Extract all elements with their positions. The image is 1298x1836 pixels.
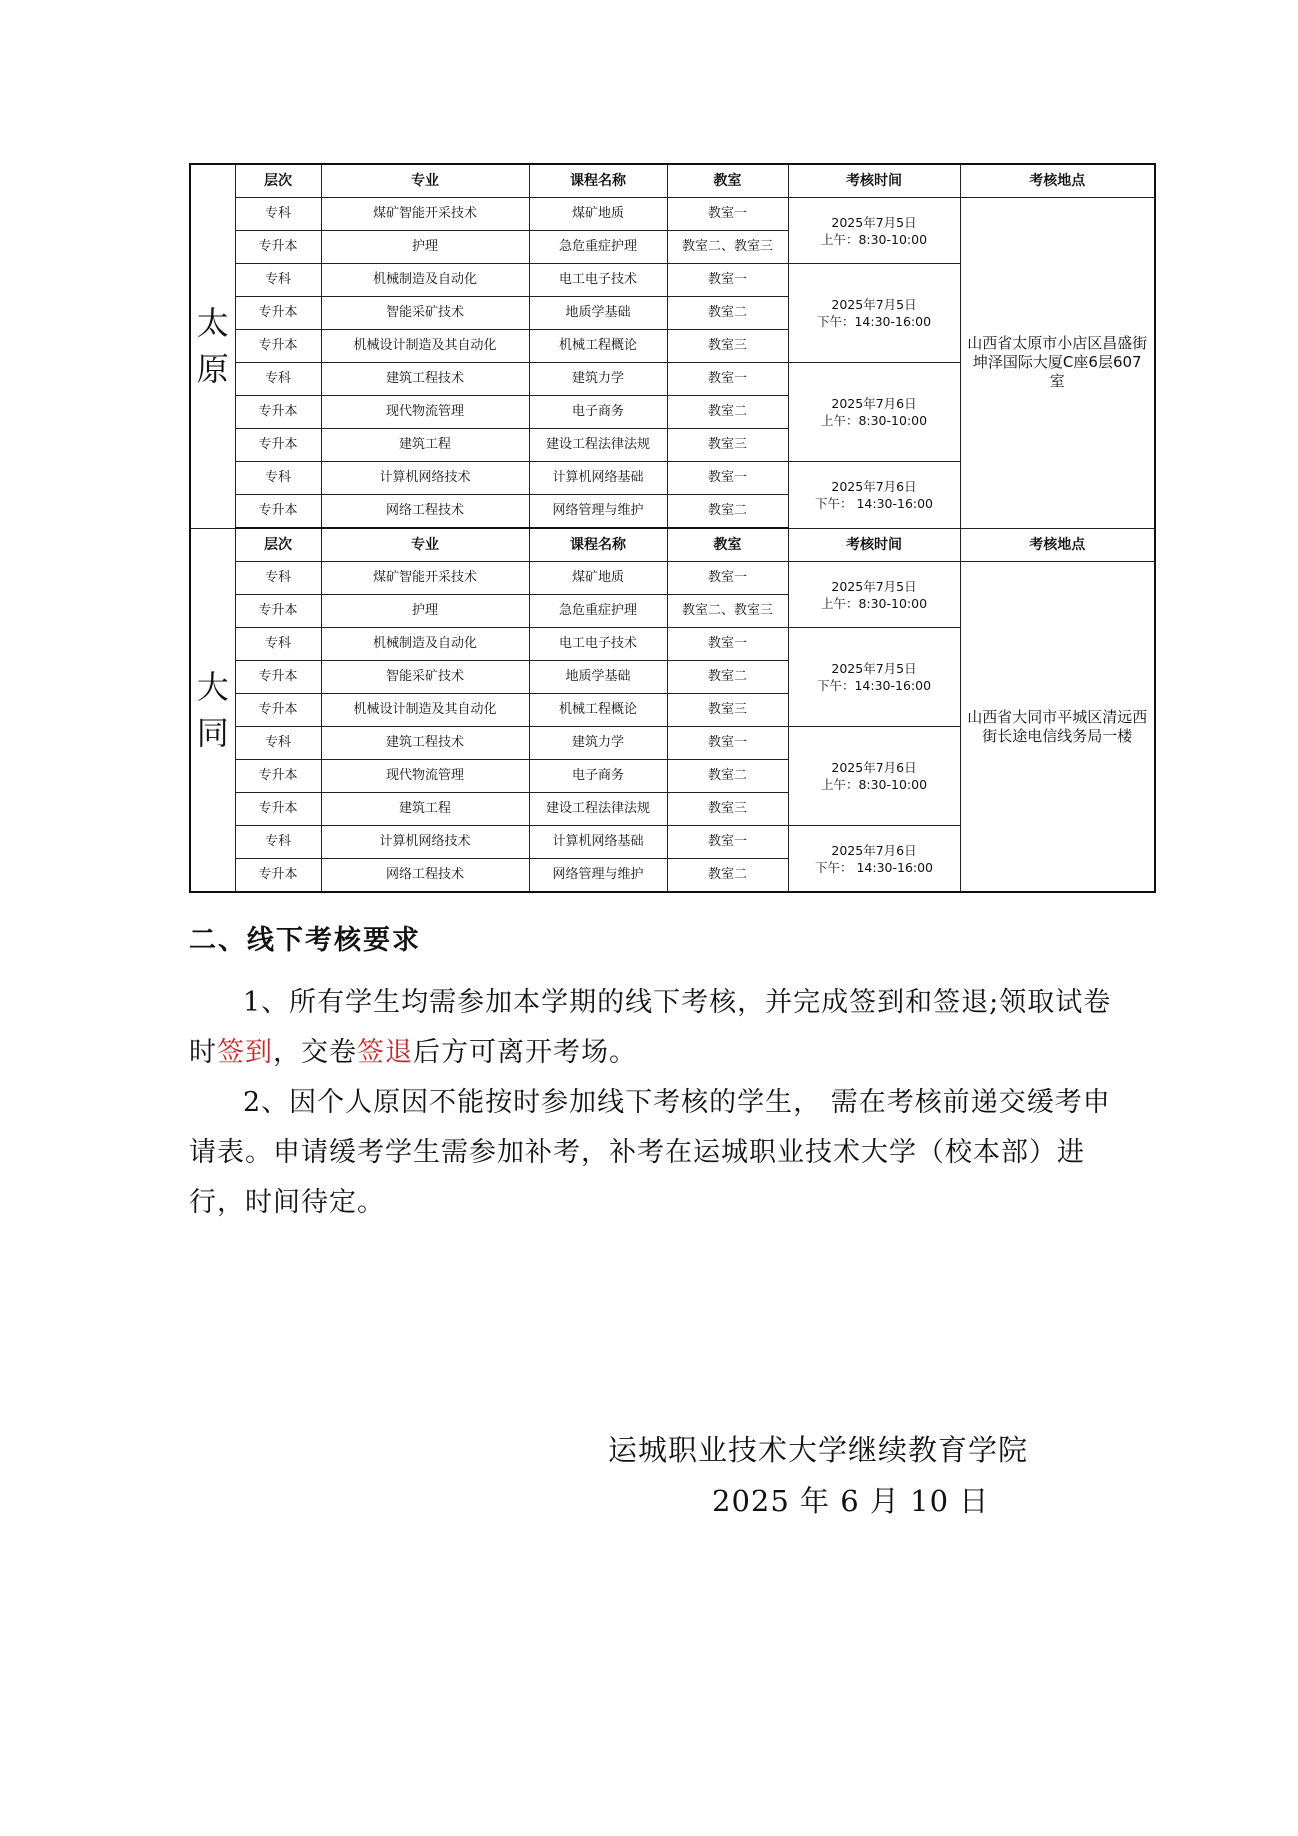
header-location: 考核地点 bbox=[960, 528, 1155, 562]
requirement-paragraph-1: 1、所有学生均需参加本学期的线下考核，并完成签到和签退;领取试卷时签到，交卷签退后方可离开考场。 bbox=[189, 987, 1112, 1068]
header-major: 专业 bbox=[321, 164, 529, 198]
header-major: 专业 bbox=[321, 528, 529, 562]
header-level: 层次 bbox=[235, 164, 321, 198]
room-cell: 教室一 bbox=[667, 826, 788, 859]
level-cell: 专升本 bbox=[235, 661, 321, 694]
signature-date: 2025 年 6 月 10 日 bbox=[712, 1484, 990, 1518]
course-cell: 煤矿地质 bbox=[529, 562, 667, 595]
room-cell: 教室三 bbox=[667, 694, 788, 727]
level-cell: 专升本 bbox=[235, 859, 321, 893]
level-cell: 专升本 bbox=[235, 429, 321, 462]
major-cell: 护理 bbox=[321, 595, 529, 628]
table-row bbox=[190, 198, 1155, 231]
major-cell: 计算机网络技术 bbox=[321, 826, 529, 859]
time-cell: 2025年7月5日 上午：8:30-10:00 bbox=[788, 198, 960, 264]
course-cell: 煤矿地质 bbox=[529, 198, 667, 231]
level-cell: 专科 bbox=[235, 826, 321, 859]
course-cell: 地质学基础 bbox=[529, 661, 667, 694]
course-cell: 电子商务 bbox=[529, 396, 667, 429]
time-cell: 2025年7月6日 下午： 14:30-16:00 bbox=[788, 462, 960, 529]
room-cell: 教室三 bbox=[667, 330, 788, 363]
course-cell: 电工电子技术 bbox=[529, 264, 667, 297]
level-cell: 专升本 bbox=[235, 330, 321, 363]
course-cell: 建设工程法律法规 bbox=[529, 793, 667, 826]
level-cell: 专科 bbox=[235, 727, 321, 760]
room-cell: 教室二 bbox=[667, 495, 788, 529]
header-course: 课程名称 bbox=[529, 164, 667, 198]
room-cell: 教室二、教室三 bbox=[667, 595, 788, 628]
course-cell: 电子商务 bbox=[529, 760, 667, 793]
highlight-sign-in: 签到 bbox=[217, 1037, 273, 1068]
level-cell: 专升本 bbox=[235, 297, 321, 330]
level-cell: 专科 bbox=[235, 462, 321, 495]
room-cell: 教室二 bbox=[667, 859, 788, 893]
header-room: 教室 bbox=[667, 528, 788, 562]
level-cell: 专升本 bbox=[235, 793, 321, 826]
room-cell: 教室二 bbox=[667, 760, 788, 793]
room-cell: 教室一 bbox=[667, 562, 788, 595]
course-cell: 计算机网络基础 bbox=[529, 826, 667, 859]
major-cell: 护理 bbox=[321, 231, 529, 264]
major-cell: 煤矿智能开采技术 bbox=[321, 562, 529, 595]
room-cell: 教室二 bbox=[667, 661, 788, 694]
level-cell: 专升本 bbox=[235, 694, 321, 727]
course-cell: 计算机网络基础 bbox=[529, 462, 667, 495]
course-cell: 网络管理与维护 bbox=[529, 859, 667, 893]
requirement-paragraph-2: 2、因个人原因不能按时参加线下考核的学生， 需在考核前递交缓考申请表。申请缓考学生需参加补考，补考在运城职业技术大学（校本部）进行，时间待定。 bbox=[189, 1087, 1111, 1218]
course-cell: 急危重症护理 bbox=[529, 595, 667, 628]
major-cell: 网络工程技术 bbox=[321, 495, 529, 529]
major-cell: 智能采矿技术 bbox=[321, 661, 529, 694]
address-cell: 山西省大同市平城区清远西街长途电信线务局一楼 bbox=[960, 562, 1155, 893]
major-cell: 智能采矿技术 bbox=[321, 297, 529, 330]
time-cell: 2025年7月6日 上午：8:30-10:00 bbox=[788, 363, 960, 462]
room-cell: 教室一 bbox=[667, 628, 788, 661]
major-cell: 机械设计制造及其自动化 bbox=[321, 330, 529, 363]
table-row bbox=[190, 562, 1155, 595]
datong-header-row bbox=[190, 528, 1155, 562]
course-cell: 机械工程概论 bbox=[529, 330, 667, 363]
level-cell: 专科 bbox=[235, 363, 321, 396]
room-cell: 教室一 bbox=[667, 727, 788, 760]
header-room: 教室 bbox=[667, 164, 788, 198]
signature-organization: 运城职业技术大学继续教育学院 bbox=[608, 1433, 1029, 1467]
course-cell: 建设工程法律法规 bbox=[529, 429, 667, 462]
time-cell: 2025年7月6日 下午： 14:30-16:00 bbox=[788, 826, 960, 893]
major-cell: 网络工程技术 bbox=[321, 859, 529, 893]
major-cell: 建筑工程 bbox=[321, 793, 529, 826]
major-cell: 机械制造及自动化 bbox=[321, 628, 529, 661]
course-cell: 地质学基础 bbox=[529, 297, 667, 330]
header-course: 课程名称 bbox=[529, 528, 667, 562]
major-cell: 现代物流管理 bbox=[321, 760, 529, 793]
header-time: 考核时间 bbox=[788, 528, 960, 562]
header-time: 考核时间 bbox=[788, 164, 960, 198]
level-cell: 专升本 bbox=[235, 760, 321, 793]
time-cell: 2025年7月5日 下午：14:30-16:00 bbox=[788, 264, 960, 363]
level-cell: 专升本 bbox=[235, 495, 321, 529]
room-cell: 教室一 bbox=[667, 264, 788, 297]
exam-schedule-table bbox=[189, 163, 1156, 893]
major-cell: 现代物流管理 bbox=[321, 396, 529, 429]
room-cell: 教室二 bbox=[667, 396, 788, 429]
level-cell: 专科 bbox=[235, 628, 321, 661]
major-cell: 建筑工程 bbox=[321, 429, 529, 462]
level-cell: 专科 bbox=[235, 198, 321, 231]
room-cell: 教室二 bbox=[667, 297, 788, 330]
major-cell: 煤矿智能开采技术 bbox=[321, 198, 529, 231]
course-cell: 机械工程概论 bbox=[529, 694, 667, 727]
time-cell: 2025年7月6日 上午：8:30-10:00 bbox=[788, 727, 960, 826]
header-location: 考核地点 bbox=[960, 164, 1155, 198]
major-cell: 建筑工程技术 bbox=[321, 727, 529, 760]
time-cell: 2025年7月5日 上午：8:30-10:00 bbox=[788, 562, 960, 628]
level-cell: 专科 bbox=[235, 264, 321, 297]
room-cell: 教室一 bbox=[667, 462, 788, 495]
major-cell: 机械设计制造及其自动化 bbox=[321, 694, 529, 727]
time-cell: 2025年7月5日 下午：14:30-16:00 bbox=[788, 628, 960, 727]
taiyuan-header-row bbox=[190, 164, 1155, 198]
course-cell: 电工电子技术 bbox=[529, 628, 667, 661]
course-cell: 建筑力学 bbox=[529, 363, 667, 396]
course-cell: 建筑力学 bbox=[529, 727, 667, 760]
highlight-sign-out: 签退 bbox=[357, 1037, 413, 1068]
address-cell: 山西省太原市小店区昌盛街坤泽国际大厦C座6层607室 bbox=[960, 198, 1155, 529]
level-cell: 专科 bbox=[235, 562, 321, 595]
level-cell: 专升本 bbox=[235, 231, 321, 264]
course-cell: 网络管理与维护 bbox=[529, 495, 667, 529]
course-cell: 急危重症护理 bbox=[529, 231, 667, 264]
room-cell: 教室一 bbox=[667, 363, 788, 396]
major-cell: 计算机网络技术 bbox=[321, 462, 529, 495]
major-cell: 机械制造及自动化 bbox=[321, 264, 529, 297]
room-cell: 教室二、教室三 bbox=[667, 231, 788, 264]
level-cell: 专升本 bbox=[235, 595, 321, 628]
room-cell: 教室三 bbox=[667, 429, 788, 462]
city-cell-datong: 大 同 bbox=[190, 528, 235, 892]
room-cell: 教室一 bbox=[667, 198, 788, 231]
city-cell-taiyuan: 太 原 bbox=[190, 164, 235, 528]
header-level: 层次 bbox=[235, 528, 321, 562]
section-title: 二、线下考核要求 bbox=[189, 925, 421, 956]
level-cell: 专升本 bbox=[235, 396, 321, 429]
major-cell: 建筑工程技术 bbox=[321, 363, 529, 396]
room-cell: 教室三 bbox=[667, 793, 788, 826]
